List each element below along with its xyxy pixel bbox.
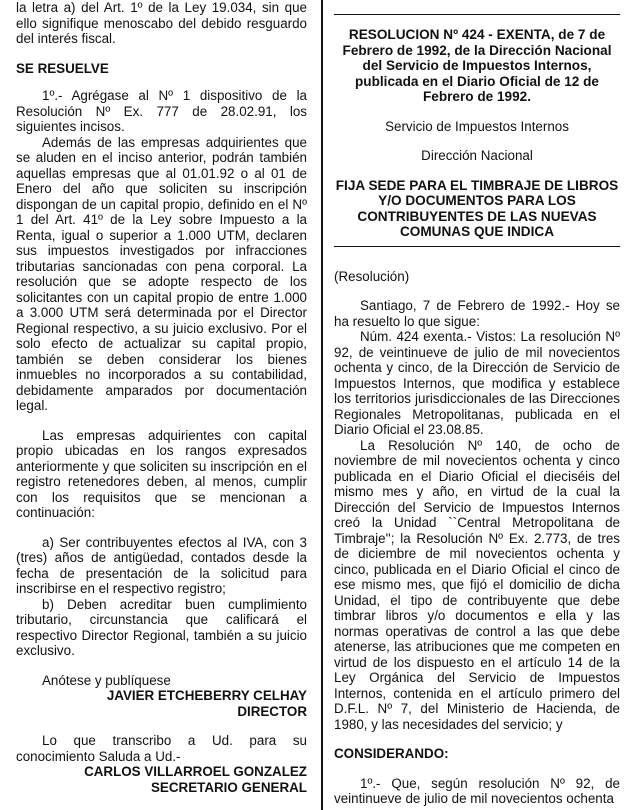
left-column: [16, 0, 307, 795]
anotese-text: Anótese y publíquese: [42, 672, 171, 688]
transcribo-text: Lo que transcribo a Ud. para su conocimiento Saluda a Ud.-: [16, 733, 307, 764]
column-divider: [321, 0, 323, 810]
resolution-title: RESOLUCION Nº 424 - EXENTA, de 7 de Febrero de 1992, de la Dirección Nacional del Servicio de Impuestos Internos, publicada en el Diario Oficial de 12 de Febrero de 1992.: [342, 27, 612, 104]
signature-name-secretario: CARLOS VILLARROEL GONZALEZ: [84, 764, 307, 779]
paragraph-considerando-1: 1º.- Que, según resolución Nº 92, de veintinueve de julio de mil novecientos ochenta: [334, 775, 620, 806]
heading-considerando: CONSIDERANDO:: [334, 746, 449, 761]
resolucion-label: (Resolución): [334, 268, 410, 284]
paragraph-capital-propio: Las empresas adquirientes con capital propio ubicadas en los rangos expresados anteriormente y que soliciten su inscripción en el registro retenedores deben, al menos, cumplir con los requisitos que se mencionan a continuación:: [16, 427, 307, 520]
heading-se-resuelve: SE RESUELVE: [16, 60, 109, 76]
paragraph-santiago: Santiago, 7 de Febrero de 1992.- Hoy se ha resuelto lo que sigue:: [334, 298, 620, 329]
service-name: Servicio de Impuestos Internos: [385, 118, 569, 134]
signature-title-director: DIRECTOR: [237, 703, 307, 719]
paragraph-requisito-a: a) Ser contribuyentes efectos al IVA, con 3 (tres) años de antigüedad, contados desde la fecha de presentación de la solicitud para inscribirse en el respectivo registro;: [16, 534, 307, 596]
paragraph-intro: la letra a) del Art. 1º de la Ley 19.034, sin que ello signifique menoscabo del debido resguardo del interés fiscal.: [16, 0, 307, 46]
signature-name-director: JAVIER ETCHEBERRY CELHAY: [106, 688, 307, 703]
paragraph-article-1: 1º.- Agrégase al Nº 1 dispositivo de la Resolución Nº Ex. 777 de 28.02.91, los siguientes incisos.: [16, 88, 307, 134]
paragraph-empresas-adquirientes: Además de las empresas adquirientes que se aluden en el inciso anterior, podrán también aquellas empresas que al 01.01.92 o al 01 de Enero del año que soliciten su inscripción dispongan de un capital propio, definido en el Nº 1 del Art. 41º de la Ley sobre Impuesto a la Renta, igual o superior a 1.000 UTM, declaren sus impuestos investigados por infracciones tributarias sancionadas con pena corporal. La resolución que se adopte respecto de los solicitantes con un capital propio de entre 1.000 a 3.000 UTM será determinada por el Director Regional respectivo, a su juicio exclusivo. Por el solo efecto de actualizar su capital propio, también se deben considerar los bienes inmuebles no incorporados a su contabilidad, debidamente amparados por documentación legal.: [16, 134, 307, 413]
direction-name: Dirección Nacional: [421, 148, 533, 163]
resolution-subject: FIJA SEDE PARA EL TIMBRAJE DE LIBROS Y/O DOCUMENTOS PARA LOS CONTRIBUYENTES DE LAS NUEVAS COMUNAS QUE INDICA: [335, 177, 619, 239]
signature-title-secretario: SECRETARIO GENERAL: [151, 779, 307, 795]
right-column: [334, 0, 620, 807]
paragraph-vistos: Núm. 424 exenta.- Vistos: La resolución Nº 92, de veintinueve de julio de mil novecientos ochenta y cinco, de la Dirección de Servicio de Impuestos Internos, que modifica y establece los territorios jurisdiccionales de las Direcciones Regionales Metropolitanas, publicada en el Diario Oficial el 23.08.85.: [334, 329, 620, 437]
paragraph-requisito-b: b) Deben acreditar buen cumplimiento tributario, circunstancia que calificará el respectivo Director Regional, también a su juicio exclusivo.: [16, 596, 307, 658]
paragraph-resolucion-140: La Resolución Nº 140, de ocho de noviembre de mil novecientos ochenta y cinco publicada en el Diario Oficial el dieciséis del mismo mes y año, en virtud de la cual la Dirección del Servicio de Impuestos Internos creó la Unidad ``Central Metropolitana de Timbraje''; la Resolución Nº Ex. 2.773, de tres de diciembre de mil novecientos ochenta y cinco, publicada en el Diario Oficial el cinco de ese mismo mes, que fijó el domicilio de dicha Unidad, el tipo de contribuyente que debe timbrar libros y/o documentos e ella y las normas operativas de control a las que debe atenerse, las atribuciones que me competen en virtud de los dispuesto en el artículo 14 de la Ley Orgánica del Servicio de Impuestos Internos, contenida en el artículo primero del D.F.L. Nº 7, del Ministerio de Hacienda, de 1980, y las necesidades del servicio; y: [334, 437, 620, 732]
